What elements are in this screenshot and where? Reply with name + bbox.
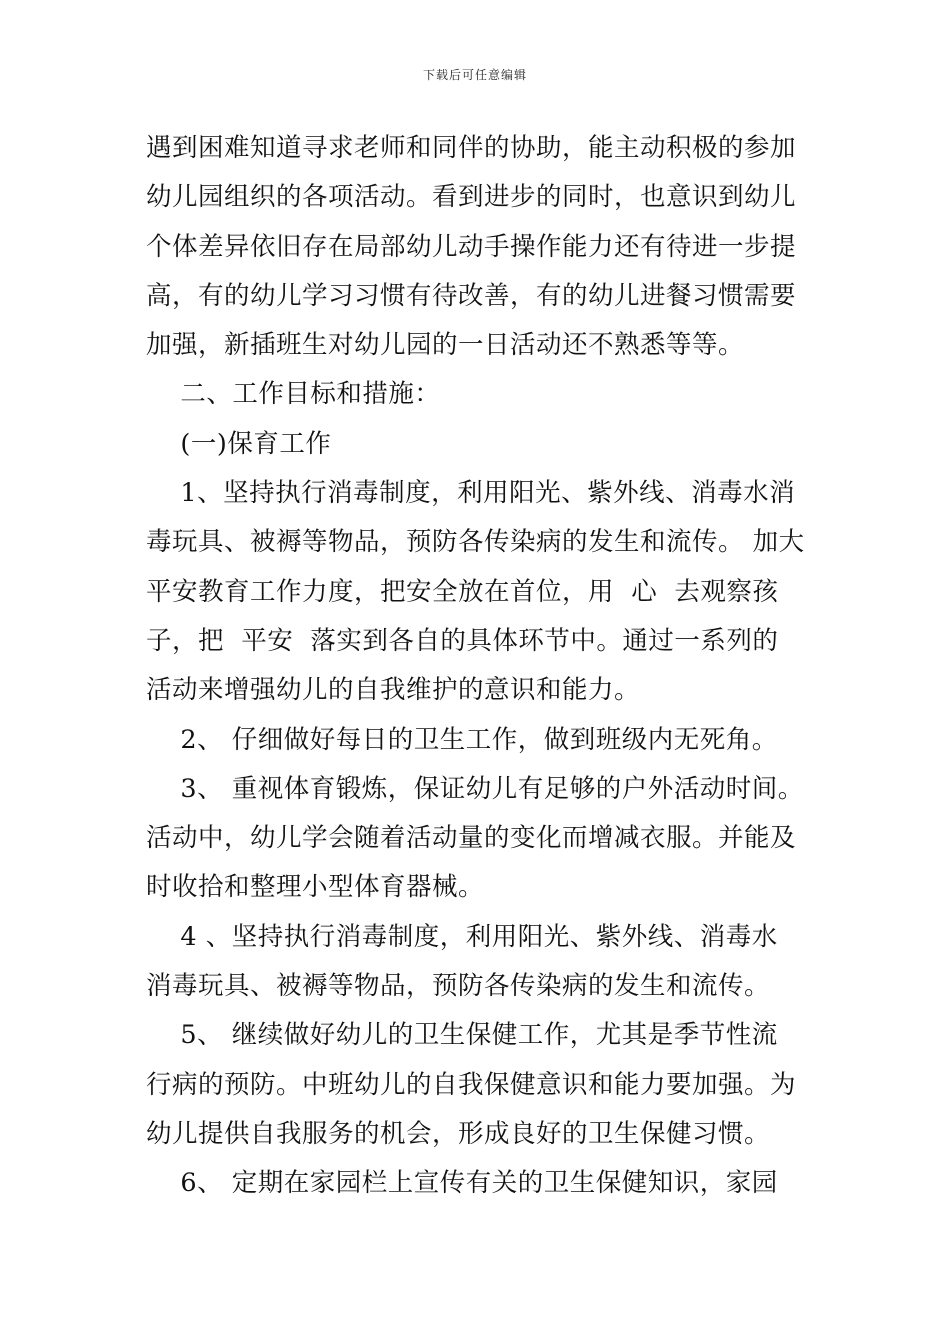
text-line-17: 4 、坚持执行消毒制度，利用阳光、紫外线、消毒水 (146, 921, 778, 952)
text-line-15: 活动中，幼儿学会随着活动量的变化而增减衣服。并能及 (146, 823, 797, 854)
text-line-22: 6、 定期在家园栏上宣传有关的卫生保健知识，家园 (146, 1168, 778, 1199)
text-line-18: 消毒玩具、被褥等物品，预防各传染病的发生和流传。 (146, 971, 771, 1002)
document-body (146, 124, 826, 1209)
text-line-3: 个体差异依旧存在局部幼儿动手操作能力还有待进一步提 (146, 231, 797, 262)
text-line-2: 幼儿园组织的各项活动。看到进步的同时，也意识到幼儿 (146, 182, 797, 213)
text-line-13: 2、 仔细做好每日的卫生工作，做到班级内无死角。 (146, 724, 778, 755)
text-line-14: 3、 重视体育锻炼，保证幼儿有足够的户外活动时间。 (146, 773, 804, 804)
text-line-1: 遇到困难知道寻求老师和同伴的协助，能主动积极的参加 (146, 133, 797, 163)
text-line-11: 子，把 平安 落实到各自的具体环节中。通过一系列的 (146, 625, 779, 656)
section-heading-goals: 二、工作目标和措施： (146, 379, 441, 410)
text-line-12: 活动来增强幼儿的自我维护的意识和能力。 (146, 675, 641, 706)
text-line-21: 幼儿提供自我服务的机会，形成良好的卫生保健习惯。 (146, 1118, 771, 1149)
text-line-20: 行病的预防。中班幼儿的自我保健意识和能力要加强。为 (146, 1069, 797, 1100)
text-line-9: 毒玩具、被褥等物品，预防各传染病的发生和流传。 加大 (146, 527, 805, 558)
text-line-16: 时收拾和整理小型体育器械。 (146, 872, 485, 903)
text-line-19: 5、 继续做好幼儿的卫生保健工作，尤其是季节性流 (146, 1020, 778, 1051)
page-header-note: 下载后可任意编辑 (422, 68, 527, 82)
subsection-heading-care: (一)保育工作 (146, 428, 332, 459)
text-line-8: 1、坚持执行消毒制度，利用阳光、紫外线、消毒水消 (146, 478, 796, 509)
text-line-4: 高，有的幼儿学习习惯有待改善，有的幼儿进餐习惯需要 (146, 280, 797, 311)
text-line-5: 加强，新插班生对幼儿园的一日活动还不熟悉等等。 (146, 330, 745, 361)
text-line-10: 平安教育工作力度，把安全放在首位，用 心 去观察孩 (146, 576, 779, 607)
